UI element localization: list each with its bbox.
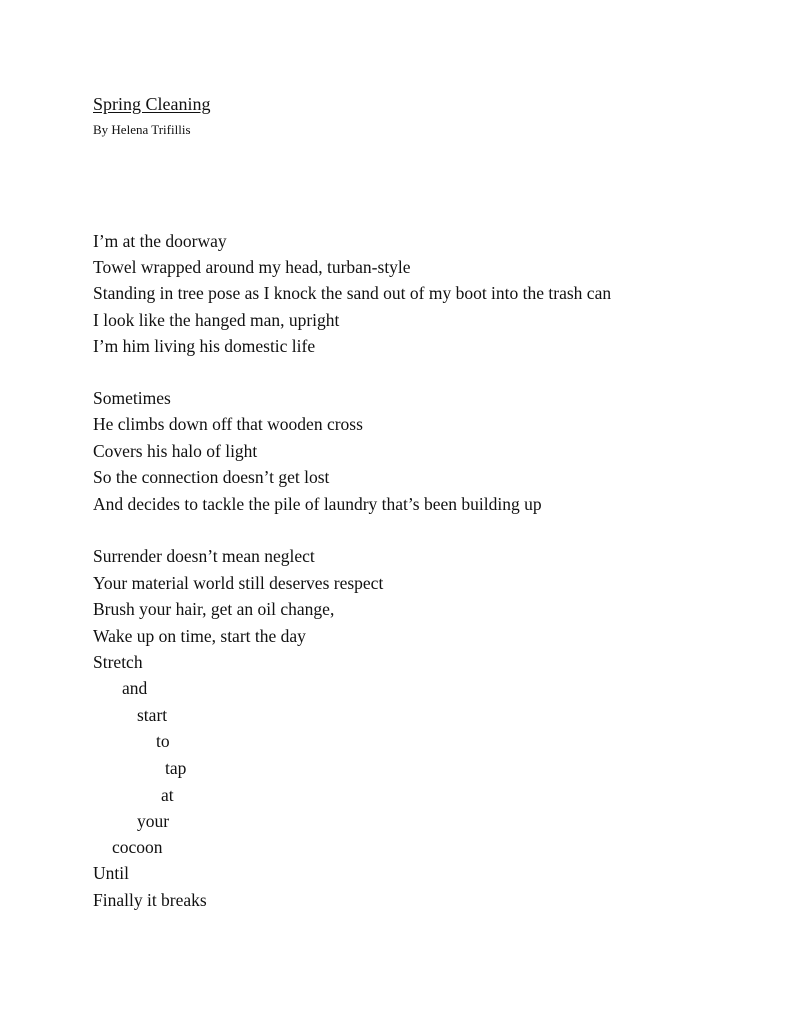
poem-line: to [156,731,170,751]
poem-line: your [137,811,170,831]
poem-title: Spring Cleaning [93,94,211,114]
poem-line: I’m him living his domestic life [93,336,316,356]
poem-line: Surrender doesn’t mean neglect [93,546,315,566]
poem-line: tap [165,758,187,778]
poem-line: He climbs down off that wooden cross [93,414,363,434]
poem-line: Towel wrapped around my head, turban-style [93,257,411,277]
poem-line: start [137,705,168,725]
poem-line: So the connection doesn’t get lost [93,467,330,487]
poem-line: Covers his halo of light [93,441,258,461]
poem-line: Brush your hair, get an oil change, [93,599,335,619]
poem-line: Your material world still deserves respect [93,573,384,593]
poem-line: Stretch [93,652,143,672]
poem-line: at [161,785,174,805]
poem-line: And decides to tackle the pile of laundry that’s been building up [93,494,542,514]
poem-byline: By Helena Trifillis [93,122,191,137]
poem-line: and [122,678,148,698]
poem-line: I look like the hanged man, upright [93,310,340,330]
poem-line: Finally it breaks [93,890,207,910]
poem-line: Sometimes [93,388,171,408]
poem-line: Standing in tree pose as I knock the sand out of my boot into the trash can [93,283,612,303]
poem-line: I’m at the doorway [93,231,227,251]
poem-line: Wake up on time, start the day [93,626,306,646]
poem-line: Until [93,863,129,883]
poem-line: cocoon [112,837,163,857]
